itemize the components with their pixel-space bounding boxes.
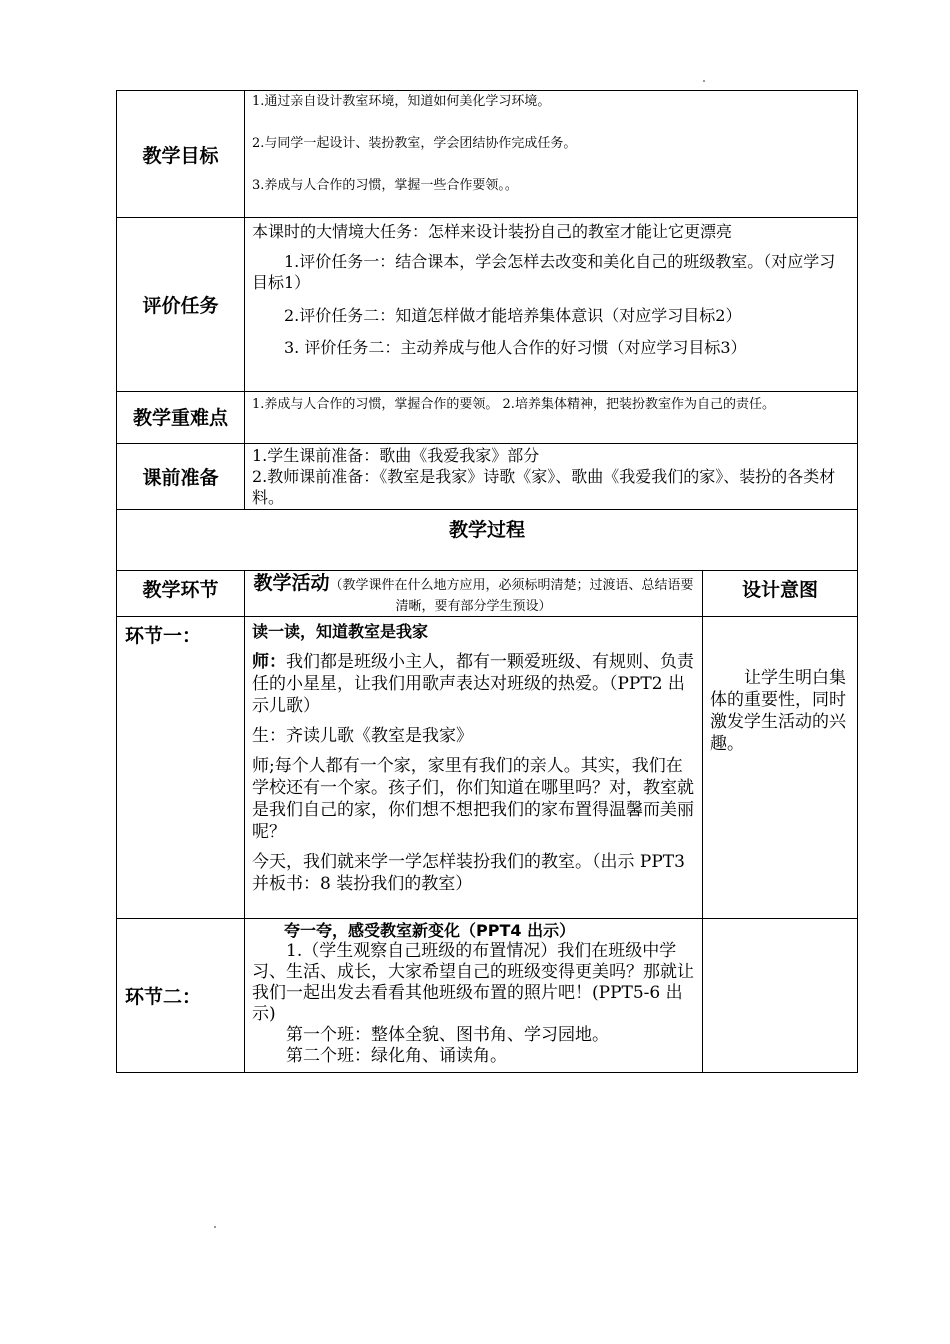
stage-two-text: 1.（学生观察自己班级的布置情况）我们在班级中学习、生活、成长，大家希望自己的班级变得更美吗？那就让我们一起出发去看看其他班级布置的照片吧！(PPT5-6 出示) <box>252 941 694 1024</box>
teacher-speech <box>252 651 695 717</box>
goals-content <box>245 91 858 218</box>
process-title: 教学过程 <box>117 510 858 571</box>
stage-two-class1: 第一个班：整体全貌、图书角、学习园地。 <box>286 1025 609 1045</box>
stage-one-heading: 读一读，知道教室是我家 <box>252 622 429 641</box>
activity-header <box>245 571 703 617</box>
teacher-speech-2: 师;每个人都有一个家，家里有我们的亲人。其实，我们在学校还有一个家。孩子们，你们知道在哪里吗？对，教室就是我们自己的家，你们想不想把我们的家布置得温馨而美丽呢？ <box>252 756 694 842</box>
preparation-content <box>245 444 858 510</box>
intent-header: 设计意图 <box>703 571 858 617</box>
key-points-row <box>117 392 858 444</box>
lesson-plan-table <box>116 90 858 1073</box>
evaluation-item: 2.评价任务二：知道怎样做才能培养集体意识（对应学习目标2） <box>284 306 742 325</box>
evaluation-row <box>117 218 858 392</box>
stage-two-activity <box>245 919 703 1073</box>
stage-one-activity <box>245 617 703 919</box>
key-points-label: 教学重难点 <box>117 392 245 444</box>
stage-two-class2: 第二个班：绿化角、诵读角。 <box>286 1046 507 1066</box>
evaluation-intro: 本课时的大情境大任务：怎样来设计装扮自己的教室才能让它更漂亮 <box>252 222 733 241</box>
preparation-item: 1.学生课前准备：歌曲《我爱我家》部分 <box>252 446 540 465</box>
key-points-text: 1.养成与人合作的习惯，掌握合作的要领。 2.培养集体精神，把装扮教室作为自己的责任。 <box>252 397 775 412</box>
activity-header-label: 教学活动 <box>253 572 330 594</box>
evaluation-item: 1.评价任务一：结合课本，学会怎样去改变和美化自己的班级教室。（对应学习目标1） <box>252 252 836 292</box>
today-speech: 今天，我们就来学一学怎样装扮我们的教室。（出示 PPT3 并板书：8 装扮我们的教室） <box>252 852 685 894</box>
activity-header-note: （教学课件在什么地方应用，必须标明清楚；过渡语、总结语要清晰，要有部分学生预设） <box>329 578 694 614</box>
stage-one-row <box>117 617 858 919</box>
stage-two-heading: 夸一夸，感受教室新变化（PPT4 出示） <box>284 921 576 940</box>
teacher-text: 我们都是班级小主人，都有一颗爱班级、有规则、负责任的小星星，让我们用歌声表达对班级的热爱。（PPT2 出示儿歌） <box>252 652 694 716</box>
goals-label: 教学目标 <box>117 91 245 218</box>
goal-item: 1.通过亲自设计教室环境，知道如何美化学习环境。 <box>252 94 551 109</box>
corner-dot <box>703 80 705 82</box>
teacher-prefix: 师： <box>252 652 286 672</box>
stage-one-intent <box>703 617 858 919</box>
stage-two-intent <box>703 919 858 1073</box>
goal-item: 3.养成与人合作的习惯，掌握一些合作要领。。 <box>252 178 518 193</box>
process-title-row <box>117 510 858 571</box>
goal-item: 2.与同学一起设计、装扮教室，学会团结协作完成任务。 <box>252 136 577 151</box>
evaluation-label: 评价任务 <box>117 218 245 392</box>
key-points-content <box>245 392 858 444</box>
preparation-row <box>117 444 858 510</box>
stage-two-row <box>117 919 858 1073</box>
stage-header: 教学环节 <box>117 571 245 617</box>
evaluation-content <box>245 218 858 392</box>
corner-dot <box>214 1226 216 1228</box>
goals-row <box>117 91 858 218</box>
intent-text: 让学生明白集体的重要性，同时激发学生活动的兴趣。 <box>710 668 846 754</box>
preparation-label: 课前准备 <box>117 444 245 510</box>
student-speech: 生：齐读儿歌《教室是我家》 <box>252 726 473 746</box>
evaluation-item: 3. 评价任务二：主动养成与他人合作的好习惯（对应学习目标3） <box>284 338 747 357</box>
preparation-item: 2.教师课前准备：《教室是我家》诗歌《家》、歌曲《我爱我们的家》、装扮的各类材料。 <box>252 467 836 507</box>
stage-two-label: 环节二： <box>117 919 245 1073</box>
stage-one-label: 环节一： <box>117 617 245 919</box>
process-header-row <box>117 571 858 617</box>
